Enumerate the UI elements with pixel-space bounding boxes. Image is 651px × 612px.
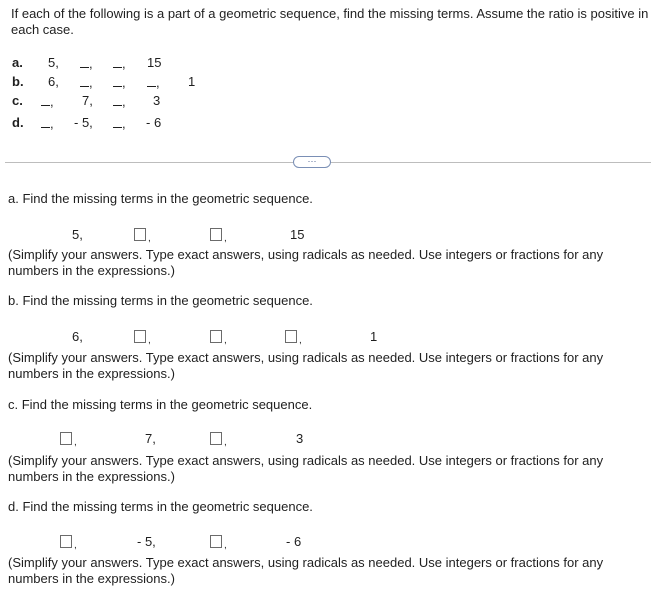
part-d-title: d. Find the missing terms in the geometric sequence. <box>8 499 313 514</box>
comma: , <box>148 335 151 346</box>
comma: , <box>224 233 227 244</box>
row-b-blank3: , <box>147 74 160 90</box>
row-c-term2: 7, <box>82 93 93 108</box>
more-button[interactable]: ··· <box>293 156 331 168</box>
part-b-answer-2[interactable] <box>210 330 222 343</box>
comma: , <box>299 335 302 346</box>
row-b-blank2: , <box>113 74 126 90</box>
part-a-title: a. Find the missing terms in the geometric sequence. <box>8 191 313 206</box>
part-c-answer-2[interactable] <box>210 432 222 445</box>
instructions: If each of the following is a part of a geometric sequence, find the missing terms. Assume the ratio is positive in each case. <box>11 6 649 37</box>
comma: , <box>224 437 227 448</box>
row-c-blank2: , <box>113 93 126 109</box>
comma: , <box>224 335 227 346</box>
row-b-label: b. <box>12 74 24 89</box>
part-d-answer-1[interactable] <box>60 535 72 548</box>
part-a-answer-2[interactable] <box>210 228 222 241</box>
comma: , <box>74 437 77 448</box>
row-d-blank2: , <box>113 115 126 131</box>
comma: , <box>148 233 151 244</box>
part-d-hint: (Simplify your answers. Type exact answers, using radicals as needed. Use integers or fractions for any numbers in the expressions.) <box>8 555 604 586</box>
row-a-label: a. <box>12 55 23 70</box>
row-a-blank2: , <box>113 55 126 71</box>
row-d-blank1: , <box>41 115 54 131</box>
row-a-blank1: , <box>80 55 93 71</box>
row-c-blank1: , <box>41 93 54 109</box>
part-a-first-term: 5, <box>72 227 83 242</box>
part-a-hint: (Simplify your answers. Type exact answers, using radicals as needed. Use integers or fractions for any numbers in the expressions.) <box>8 247 604 278</box>
part-b-hint: (Simplify your answers. Type exact answers, using radicals as needed. Use integers or fractions for any numbers in the expressions.) <box>8 350 604 381</box>
part-d-mid-term: - 5, <box>137 534 156 549</box>
row-d-term2: - 5, <box>74 115 93 130</box>
part-c-hint: (Simplify your answers. Type exact answers, using radicals as needed. Use integers or fractions for any numbers in the expressions.) <box>8 453 604 484</box>
part-a-answer-1[interactable] <box>134 228 146 241</box>
part-b-last-term: 1 <box>370 329 378 344</box>
row-b-term5: 1 <box>188 74 196 89</box>
row-d-term4: - 6 <box>146 115 162 130</box>
row-b-term1: 6, <box>48 74 59 89</box>
comma: , <box>74 540 77 551</box>
part-b-first-term: 6, <box>72 329 83 344</box>
part-a-last-term: 15 <box>290 227 305 242</box>
part-c-mid-term: 7, <box>145 431 156 446</box>
part-c-title: c. Find the missing terms in the geometric sequence. <box>8 397 313 412</box>
part-b-title: b. Find the missing terms in the geometric sequence. <box>8 293 313 308</box>
part-c-answer-1[interactable] <box>60 432 72 445</box>
row-c-label: c. <box>12 93 23 108</box>
part-d-answer-2[interactable] <box>210 535 222 548</box>
part-c-last-term: 3 <box>296 431 304 446</box>
row-d-label: d. <box>12 115 24 130</box>
comma: , <box>224 540 227 551</box>
row-b-blank1: , <box>80 74 93 90</box>
row-a-term4: 15 <box>147 55 162 70</box>
row-c-term4: 3 <box>153 93 161 108</box>
row-a-term1: 5, <box>48 55 59 70</box>
part-b-answer-3[interactable] <box>285 330 297 343</box>
part-b-answer-1[interactable] <box>134 330 146 343</box>
part-d-last-term: - 6 <box>286 534 302 549</box>
